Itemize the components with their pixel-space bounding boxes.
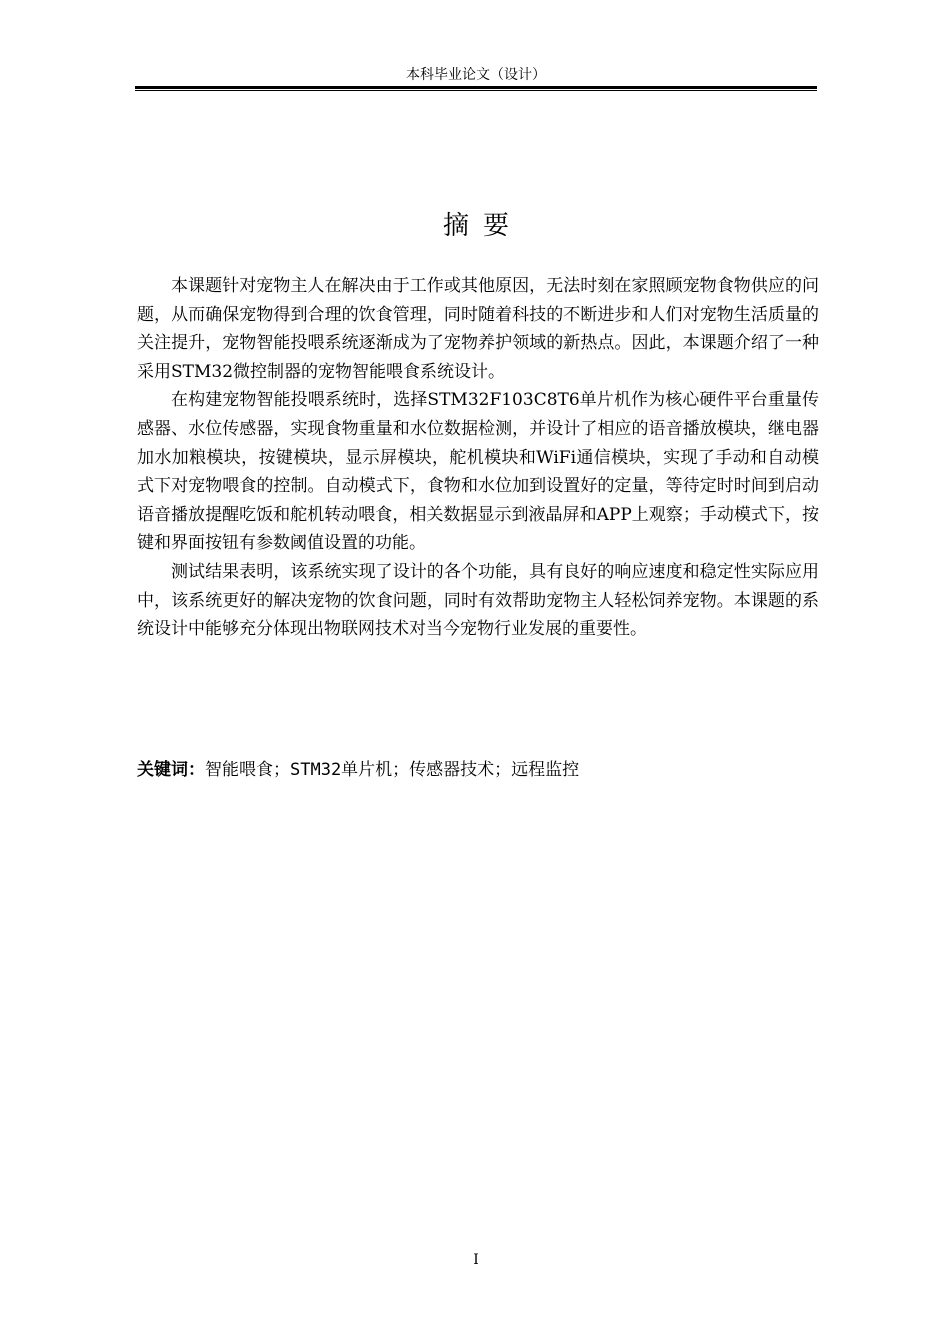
abstract-paragraph-3: 测试结果表明，该系统实现了设计的各个功能，具有良好的响应速度和稳定性实际应用中，该系统更好的解决宠物的饮食问题，同时有效帮助宠物主人轻松饲养宠物。本课题的系统设计中能够充分体现出物联网技术对当今宠物行业发展的重要性。 — [137, 561, 819, 640]
page-number: I — [473, 1252, 479, 1268]
abstract-paragraph-2: 在构建宠物智能投喂系统时，选择STM32F103C8T6单片机作为核心硬件平台重量传感器、水位传感器，实现食物重量和水位数据检测，并设计了相应的语音播放模块，继电器加水加粮模块，按键模块，显示屏模块，舵机模块和WiFi通信模块，实现了手动和自动模式下对宠物喂食的控制。自动模式下，食物和水位加到设置好的定量，等待定时时间到启动语音播放提醒吃饭和舵机转动喂食，相关数据显示到液晶屏和APP上观察；手动模式下，按键和界面按钮有参数阈值设置的功能。 — [137, 390, 819, 554]
keywords-label: 关键词： — [137, 760, 205, 780]
keywords-line — [137, 756, 819, 784]
page-header: 本科毕业论文（设计） — [406, 67, 546, 83]
header-rule-thin — [135, 90, 817, 91]
abstract-title: 摘要 — [442, 211, 523, 241]
abstract-body — [137, 272, 819, 644]
keywords-value: 智能喂食；STM32单片机；传感器技术；远程监控 — [205, 760, 580, 780]
header-rule-thick — [135, 86, 817, 89]
abstract-paragraph-1: 本课题针对宠物主人在解决由于工作或其他原因，无法时刻在家照顾宠物食物供应的问题，从而确保宠物得到合理的饮食管理，同时随着科技的不断进步和人们对宠物生活质量的关注提升，宠物智能投喂系统逐渐成为了宠物养护领域的新热点。因此，本课题介绍了一种采用STM32微控制器的宠物智能喂食系统设计。 — [137, 276, 819, 382]
